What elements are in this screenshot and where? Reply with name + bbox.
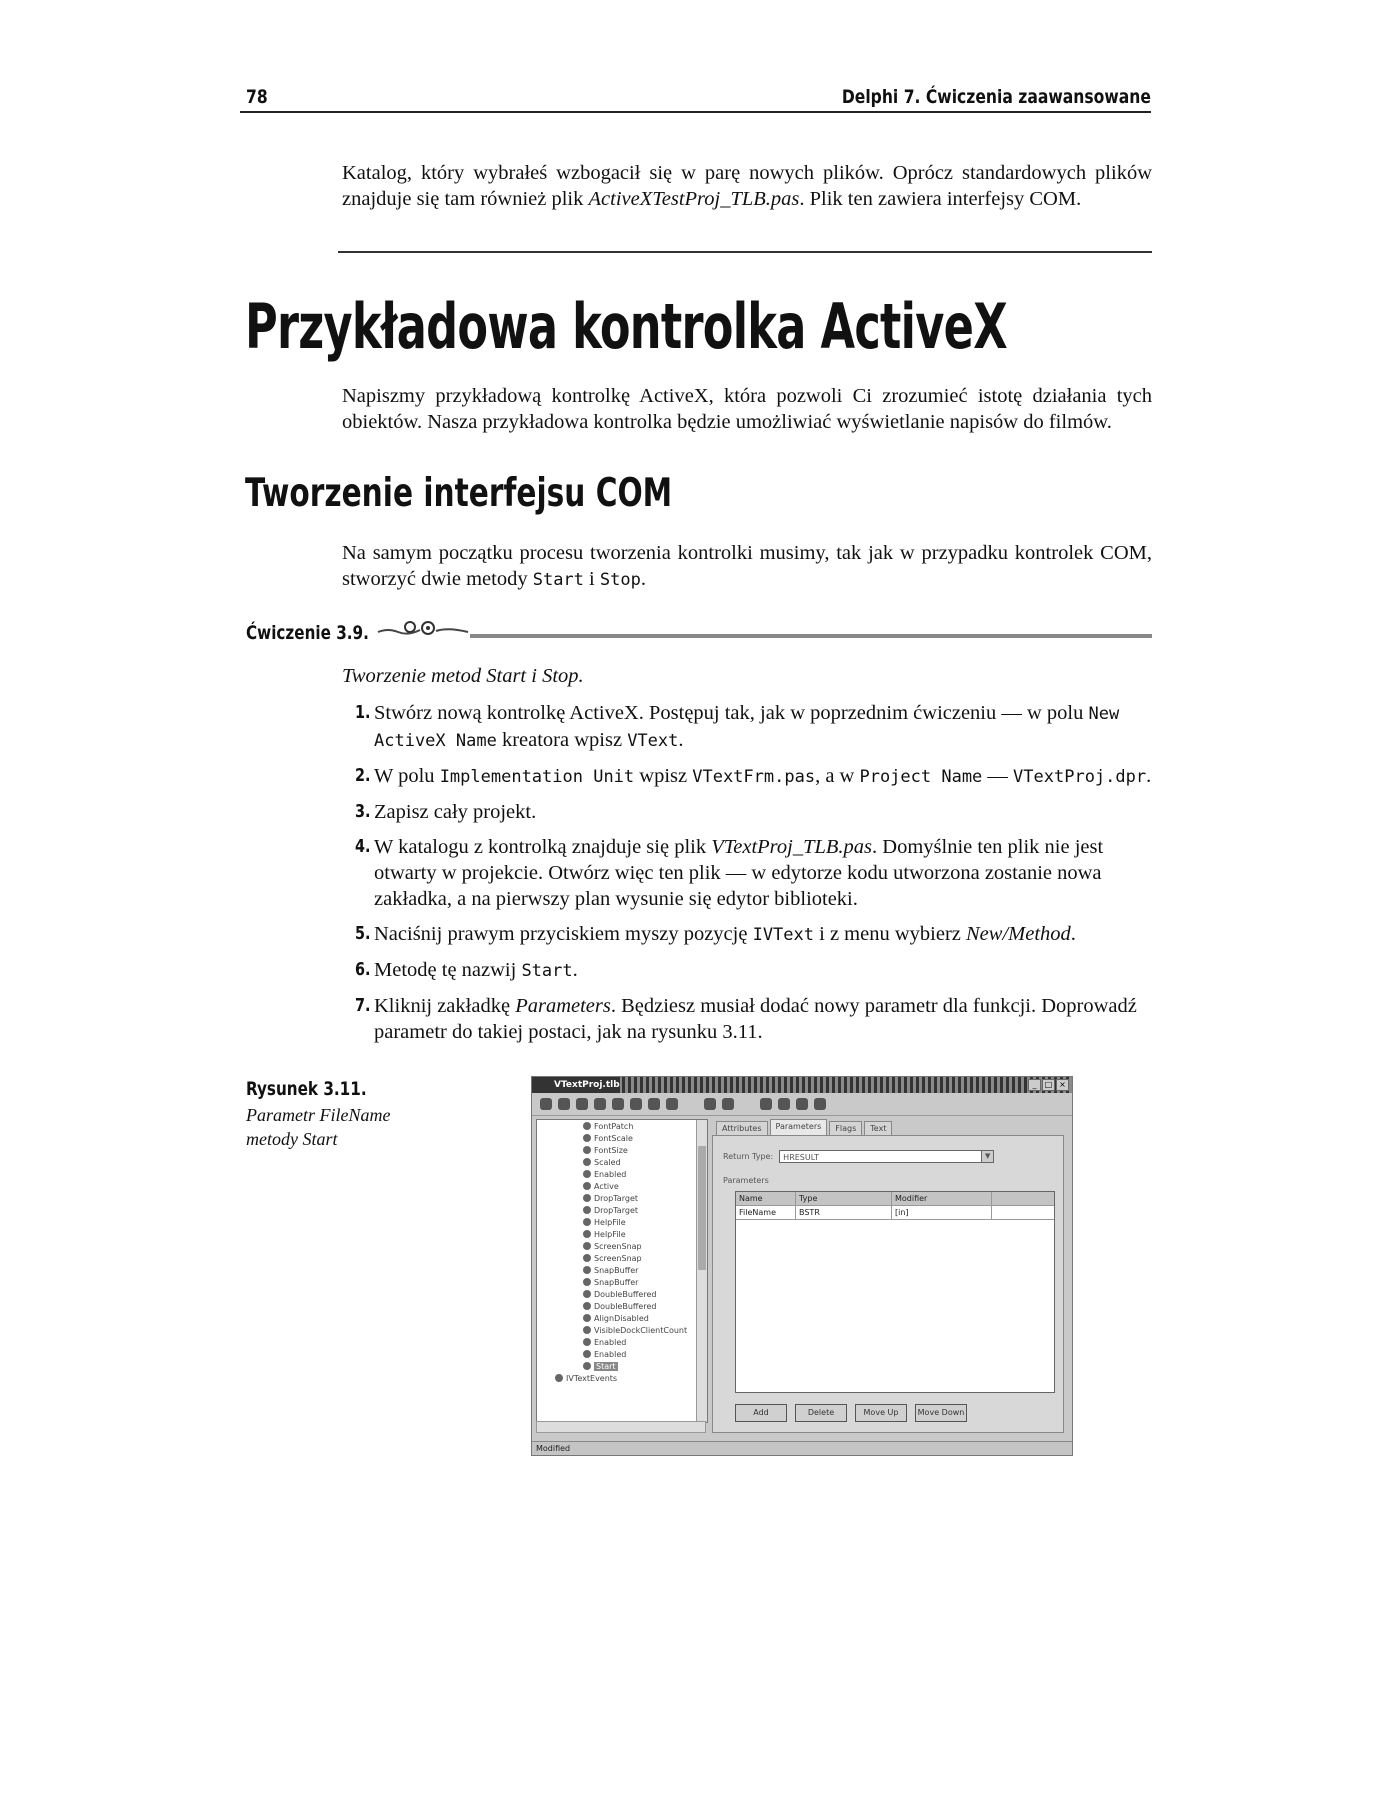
step-number: 7. xyxy=(355,995,371,1016)
dispinterface-icon xyxy=(555,1374,563,1382)
tree-item[interactable]: SnapBuffer xyxy=(537,1276,707,1288)
property-icon xyxy=(583,1146,591,1154)
close-icon[interactable]: × xyxy=(1056,1079,1069,1091)
step-item: 3. Zapisz cały projekt. xyxy=(355,801,537,823)
parameters-grid[interactable] xyxy=(735,1191,1055,1393)
grid-cell-modifier[interactable]: [in] xyxy=(892,1206,992,1219)
property-icon xyxy=(583,1122,591,1130)
page-number: 78 xyxy=(246,86,268,108)
property-icon xyxy=(583,1194,591,1202)
tree-item[interactable]: AlignDisabled xyxy=(537,1312,707,1324)
grid-header-modifier: Modifier xyxy=(892,1192,992,1205)
property-icon xyxy=(583,1242,591,1250)
property-icon xyxy=(583,1134,591,1142)
tab-text[interactable]: Text xyxy=(864,1121,892,1135)
intro-filename: ActiveXTestProj_TLB.pas xyxy=(588,188,800,210)
export-icon[interactable] xyxy=(796,1098,808,1110)
exercise-label: Ćwiczenie 3.9. xyxy=(246,622,369,644)
property-icon xyxy=(583,1206,591,1214)
property-icon xyxy=(583,1182,591,1190)
object-tree[interactable] xyxy=(536,1119,708,1423)
method-start: Start xyxy=(532,570,584,590)
property-icon[interactable] xyxy=(722,1098,734,1110)
tree-item[interactable]: FontPatch xyxy=(537,1120,707,1132)
tree-item[interactable]: Enabled xyxy=(537,1348,707,1360)
grid-cell-name[interactable]: FileName xyxy=(736,1206,796,1219)
step-item: 2. W polu Implementation Unit wpisz VTextFrm.pas, a w Project Name — VTextProj.dpr. xyxy=(355,765,1152,787)
book-title: Delphi 7. Ćwiczenia zaawansowane xyxy=(841,86,1151,108)
move-up-button[interactable]: Move Up xyxy=(855,1404,907,1422)
ornament-icon xyxy=(376,618,472,640)
window-titlebar xyxy=(532,1077,1072,1093)
refresh-icon[interactable] xyxy=(760,1098,772,1110)
return-type-select[interactable]: HRESULT ▼ xyxy=(779,1150,994,1163)
binoculars-icon[interactable] xyxy=(814,1098,826,1110)
property-icon xyxy=(583,1350,591,1358)
section1-paragraph: Napiszmy przykładową kontrolkę ActiveX, która pozwoli Ci zrozumieć istotę działania tych obiektów. Nasza przykładowa kontrolka będzie umożliwiać wyświetlanie napisów do filmów. xyxy=(342,385,1152,433)
property-icon xyxy=(583,1326,591,1334)
module-icon[interactable] xyxy=(666,1098,678,1110)
property-icon xyxy=(583,1290,591,1298)
figure-caption: Parametr FileName metody Start xyxy=(246,1105,391,1149)
property-icon xyxy=(583,1302,591,1310)
tree-vscrollbar[interactable] xyxy=(696,1120,707,1422)
method-stop: Stop xyxy=(599,570,641,590)
section-heading-activex: Przykładowa kontrolka ActiveX xyxy=(245,290,1007,363)
step-number: 6. xyxy=(355,959,371,980)
step-number: 3. xyxy=(355,801,371,822)
property-icon xyxy=(583,1230,591,1238)
return-type-row xyxy=(723,1150,994,1163)
chevron-down-icon[interactable]: ▼ xyxy=(981,1151,993,1162)
type-library-editor-window xyxy=(531,1076,1073,1456)
scroll-thumb[interactable] xyxy=(698,1146,706,1270)
grid-header xyxy=(736,1192,1054,1206)
tree-item[interactable]: Enabled xyxy=(537,1168,707,1180)
add-button[interactable]: Add xyxy=(735,1404,787,1422)
maximize-icon[interactable]: □ xyxy=(1042,1079,1055,1091)
editor-toolbar xyxy=(532,1093,1072,1116)
window-controls xyxy=(1028,1079,1072,1091)
method-icon[interactable] xyxy=(704,1098,716,1110)
tree-item[interactable]: Scaled xyxy=(537,1156,707,1168)
property-icon xyxy=(583,1254,591,1262)
tree-item[interactable]: Enabled xyxy=(537,1336,707,1348)
details-pane xyxy=(712,1119,1064,1431)
register-icon[interactable] xyxy=(778,1098,790,1110)
property-icon xyxy=(583,1218,591,1226)
property-icon xyxy=(583,1314,591,1322)
tree-hscrollbar[interactable] xyxy=(536,1421,706,1433)
tree-item[interactable]: IVTextEvents xyxy=(537,1372,707,1384)
coclass-icon[interactable] xyxy=(576,1098,588,1110)
tree-item[interactable]: DoubleBuffered xyxy=(537,1300,707,1312)
property-icon xyxy=(583,1278,591,1286)
record-icon[interactable] xyxy=(630,1098,642,1110)
tree-item[interactable]: FontScale xyxy=(537,1132,707,1144)
steps-list xyxy=(342,700,1162,1054)
move-down-button[interactable]: Move Down xyxy=(915,1404,967,1422)
union-icon[interactable] xyxy=(648,1098,660,1110)
minimize-icon[interactable]: _ xyxy=(1028,1079,1041,1091)
property-icon xyxy=(583,1158,591,1166)
exercise-subtitle: Tworzenie metod Start i Stop. xyxy=(342,665,584,687)
tree-item[interactable]: ScreenSnap xyxy=(537,1252,707,1264)
tree-item[interactable]: HelpFile xyxy=(537,1216,707,1228)
tree-item[interactable]: ScreenSnap xyxy=(537,1240,707,1252)
tree-item[interactable]: SnapBuffer xyxy=(537,1264,707,1276)
tab-parameters[interactable]: Parameters xyxy=(770,1119,828,1135)
property-icon xyxy=(583,1266,591,1274)
delete-button[interactable]: Delete xyxy=(795,1404,847,1422)
tab-flags[interactable]: Flags xyxy=(829,1121,862,1135)
window-title: VTextProj.tlb xyxy=(532,1077,620,1093)
tree-item[interactable]: DropTarget xyxy=(537,1192,707,1204)
step-number: 2. xyxy=(355,765,371,786)
step-item: 1. Stwórz nową kontrolkę ActiveX. Postępuj tak, jak w poprzednim ćwiczeniu — w polu New ActiveX Name kreatora wpisz VText. xyxy=(355,702,1120,751)
tree-item[interactable]: FontSize xyxy=(537,1144,707,1156)
tree-item[interactable]: VisibleDockClientCount xyxy=(537,1324,707,1336)
header-rule xyxy=(240,111,1151,113)
tree-item-selected[interactable]: Start xyxy=(537,1360,707,1372)
parameter-buttons xyxy=(735,1404,967,1422)
tree-item[interactable]: HelpFile xyxy=(537,1228,707,1240)
enum-icon[interactable] xyxy=(594,1098,606,1110)
property-icon xyxy=(583,1170,591,1178)
tree-item[interactable]: DropTarget xyxy=(537,1204,707,1216)
tree-item[interactable]: DoubleBuffered xyxy=(537,1288,707,1300)
return-type-label: Return Type: xyxy=(723,1152,774,1161)
tree-item[interactable]: Active xyxy=(537,1180,707,1192)
step-item: 6. Metodę tę nazwij Start. xyxy=(355,959,578,981)
details-tabs xyxy=(712,1119,1064,1135)
interface-icon[interactable] xyxy=(540,1098,552,1110)
property-icon xyxy=(583,1338,591,1346)
section-heading-com: Tworzenie interfejsu COM xyxy=(245,471,673,516)
tab-attributes[interactable]: Attributes xyxy=(716,1121,768,1135)
method-icon xyxy=(583,1362,591,1370)
step-item: 7. Kliknij zakładkę Parameters. Będziesz musiał dodać nowy parametr dla funkcji. Doprowadź parametr do takiej postaci, jak na rysunku 3.11. xyxy=(355,995,1137,1043)
step-item: 5. Naciśnij prawym przyciskiem myszy pozycję IVText i z menu wybierz New/Method. xyxy=(355,923,1076,945)
section2-paragraph: Na samym początku procesu tworzenia kontrolki musimy, tak jak w przypadku kontrolek COM, stworzyć dwie metody Start i Stop. xyxy=(342,542,1152,590)
dispatch-icon[interactable] xyxy=(558,1098,570,1110)
figure-label: Rysunek 3.11. xyxy=(246,1078,367,1100)
step-number: 5. xyxy=(355,923,371,944)
step-number: 4. xyxy=(355,836,371,857)
step-item: 4. W katalogu z kontrolką znajduje się plik VTextProj_TLB.pas. Domyślnie ten plik nie jest otwarty w projekcie. Otwórz więc ten plik — w edytorze kodu utworzona zostanie nowa zakładka, a na pierwszy plan wysunie się edytor biblioteki. xyxy=(355,836,1104,910)
intro-rule xyxy=(338,251,1152,253)
alias-icon[interactable] xyxy=(612,1098,624,1110)
parameters-panel xyxy=(712,1135,1064,1433)
grid-cell-type[interactable]: BSTR xyxy=(796,1206,892,1219)
grid-header-type: Type xyxy=(796,1192,892,1205)
intro-paragraph: Katalog, który wybrałeś wzbogacił się w parę nowych plików. Oprócz standardowych plików znajduje się tam również plik ActiveXTestProj_TLB.pas. Plik ten zawiera interfejsy COM. xyxy=(342,162,1152,210)
status-bar: Modified xyxy=(532,1441,1072,1455)
exercise-rule xyxy=(470,634,1152,638)
grid-header-name: Name xyxy=(736,1192,796,1205)
step-number: 1. xyxy=(355,702,371,723)
parameters-label: Parameters xyxy=(723,1176,769,1185)
table-row[interactable] xyxy=(736,1206,1054,1220)
